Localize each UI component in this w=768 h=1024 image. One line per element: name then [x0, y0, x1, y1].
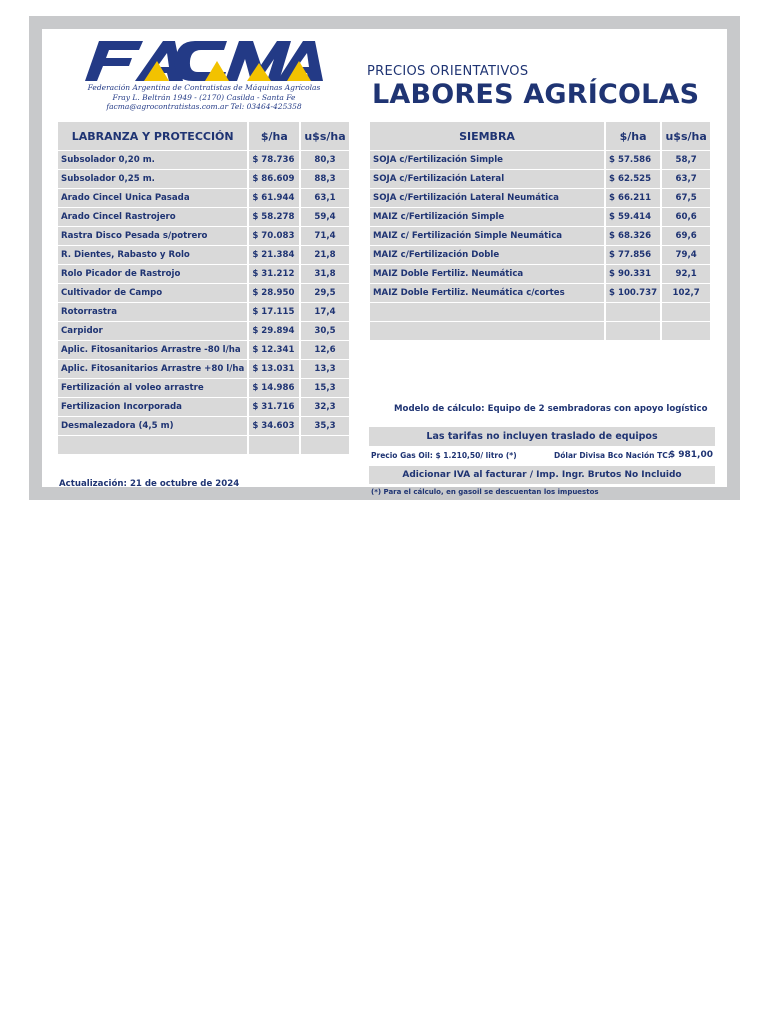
price-usd: 15,3: [301, 379, 348, 397]
labor-name: MAIZ c/Fertilización Doble: [370, 246, 604, 264]
table-row: [58, 208, 349, 226]
labor-name: Carpidor: [58, 322, 247, 340]
price-ars: $ 57.586: [606, 151, 660, 169]
price-usd: 69,6: [662, 227, 710, 245]
price-usd: 59,4: [301, 208, 348, 226]
table-row: [58, 284, 349, 302]
table-row: [58, 265, 349, 283]
price-usd: 63,1: [301, 189, 348, 207]
labor-name: SOJA c/Fertilización Lateral Neumática: [370, 189, 604, 207]
price-ars: $ 62.525: [606, 170, 660, 188]
page-subtitle: PRECIOS ORIENTATIVOS: [367, 64, 529, 79]
price-ars: $ 100.737: [606, 284, 660, 302]
labor-name: Rastra Disco Pesada s/potrero: [58, 227, 247, 245]
price-usd: 13,3: [301, 360, 348, 378]
price-ars: $ 28.950: [249, 284, 299, 302]
table-row: [58, 189, 349, 207]
price-ars: $ 29.894: [249, 322, 299, 340]
table-row: [58, 246, 349, 264]
labor-name: Aplic. Fitosanitarios Arrastre +80 l/ha: [58, 360, 247, 378]
price-usd: 31,8: [301, 265, 348, 283]
price-usd: 60,6: [662, 208, 710, 226]
price-ars: $ 90.331: [606, 265, 660, 283]
table-row: [58, 417, 349, 435]
table-row: [370, 189, 710, 207]
labor-name: [370, 322, 604, 340]
labor-name: Desmalezadora (4,5 m): [58, 417, 247, 435]
siembra-rows: [370, 151, 710, 340]
column-header: $/ha: [249, 122, 299, 150]
gasoil-dolar-line: [371, 449, 715, 464]
column-header: $/ha: [606, 122, 660, 150]
table-row: [370, 246, 710, 264]
dolar-label: Dólar Divisa Bco Nación TC:: [554, 451, 671, 460]
labor-name: SOJA c/Fertilización Lateral: [370, 170, 604, 188]
price-ars: $ 66.211: [606, 189, 660, 207]
table-row: [58, 398, 349, 416]
labor-name: MAIZ c/Fertilización Simple: [370, 208, 604, 226]
price-ars: $ 31.716: [249, 398, 299, 416]
federation-name: Federación Argentina de Contratistas de Máquinas Agrícolas: [87, 83, 321, 92]
price-usd: [662, 322, 710, 340]
price-usd: 30,5: [301, 322, 348, 340]
labor-name: Rolo Picador de Rastrojo: [58, 265, 247, 283]
table-row: [58, 170, 349, 188]
price-usd: 63,7: [662, 170, 710, 188]
table-row: [58, 360, 349, 378]
labor-name: MAIZ Doble Fertiliz. Neumática: [370, 265, 604, 283]
column-header: SIEMBRA: [370, 122, 604, 150]
tarifas-notice: Las tarifas no incluyen traslado de equipos: [369, 427, 715, 446]
column-header: LABRANZA Y PROTECCIÓN: [58, 122, 247, 150]
price-ars: $ 12.341: [249, 341, 299, 359]
labranza-table: [56, 121, 351, 455]
labor-name: Fertilizacion Incorporada: [58, 398, 247, 416]
price-ars: $ 59.414: [606, 208, 660, 226]
table-header-row: [58, 122, 349, 150]
labor-name: [58, 436, 247, 454]
table-row: [370, 151, 710, 169]
table-row: [58, 379, 349, 397]
labor-name: SOJA c/Fertilización Simple: [370, 151, 604, 169]
siembra-table: [368, 121, 712, 341]
table-row: [370, 208, 710, 226]
price-ars: $ 77.856: [606, 246, 660, 264]
price-sheet: [42, 29, 727, 496]
table-row: [58, 303, 349, 321]
price-ars: $ 17.115: [249, 303, 299, 321]
price-usd: 32,3: [301, 398, 348, 416]
labor-name: Cultivador de Campo: [58, 284, 247, 302]
labor-name: Fertilización al voleo arrastre: [58, 379, 247, 397]
labor-name: MAIZ Doble Fertiliz. Neumática c/cortes: [370, 284, 604, 302]
table-row: [58, 227, 349, 245]
price-usd: [662, 303, 710, 321]
page-title: LABORES AGRÍCOLAS: [372, 79, 700, 110]
federation-info: [84, 83, 324, 112]
iva-notice: Adicionar IVA al facturar / Imp. Ingr. Brutos No Incluido: [369, 466, 715, 484]
labor-name: Arado Cincel Unica Pasada: [58, 189, 247, 207]
labor-name: Rotorrastra: [58, 303, 247, 321]
price-usd: 17,4: [301, 303, 348, 321]
table-row: [370, 227, 710, 245]
table-row: [58, 341, 349, 359]
price-ars: [249, 436, 299, 454]
labor-name: Subsolador 0,25 m.: [58, 170, 247, 188]
price-ars: $ 34.603: [249, 417, 299, 435]
column-header: u$s/ha: [662, 122, 710, 150]
price-ars: $ 58.278: [249, 208, 299, 226]
price-usd: 58,7: [662, 151, 710, 169]
price-ars: $ 68.326: [606, 227, 660, 245]
price-usd: 21,8: [301, 246, 348, 264]
labor-name: R. Dientes, Rabasto y Rolo: [58, 246, 247, 264]
price-usd: 67,5: [662, 189, 710, 207]
labor-name: Aplic. Fitosanitarios Arrastre -80 l/ha: [58, 341, 247, 359]
price-usd: 92,1: [662, 265, 710, 283]
page-frame: [29, 16, 740, 500]
price-usd: 35,3: [301, 417, 348, 435]
federation-address: Fray L. Beltrán 1949 - (2170) Casilda - Santa Fe: [112, 92, 296, 102]
price-ars: $ 21.384: [249, 246, 299, 264]
price-usd: 71,4: [301, 227, 348, 245]
calculation-model: Modelo de cálculo: Equipo de 2 sembradoras con apoyo logístico: [394, 404, 708, 414]
table-row: [370, 303, 710, 321]
table-header-row: [370, 122, 710, 150]
labor-name: [370, 303, 604, 321]
dolar-value: $ 981,00: [668, 450, 713, 460]
price-ars: [606, 322, 660, 340]
price-ars: [606, 303, 660, 321]
price-ars: $ 70.083: [249, 227, 299, 245]
price-usd: 102,7: [662, 284, 710, 302]
labor-name: MAIZ c/ Fertilización Simple Neumática: [370, 227, 604, 245]
price-ars: $ 14.986: [249, 379, 299, 397]
footnote: (*) Para el cálculo, en gasoil se descuentan los impuestos: [371, 488, 599, 496]
price-ars: $ 78.736: [249, 151, 299, 169]
facma-logo-mark: [77, 39, 327, 84]
price-usd: 29,5: [301, 284, 348, 302]
price-usd: 80,3: [301, 151, 348, 169]
federation-contact: facma@agrocontratistas.com.ar Tel: 03464-425358: [106, 102, 302, 111]
table-row: [370, 284, 710, 302]
column-header: u$s/ha: [301, 122, 348, 150]
update-date: Actualización: 21 de octubre de 2024: [59, 479, 240, 489]
table-row: [370, 322, 710, 340]
table-row: [370, 265, 710, 283]
price-ars: $ 86.609: [249, 170, 299, 188]
table-row: [370, 170, 710, 188]
labranza-rows: [58, 151, 349, 454]
price-usd: 88,3: [301, 170, 348, 188]
price-usd: 12,6: [301, 341, 348, 359]
price-ars: $ 61.944: [249, 189, 299, 207]
table-row: [58, 436, 349, 454]
labor-name: Arado Cincel Rastrojero: [58, 208, 247, 226]
price-ars: $ 13.031: [249, 360, 299, 378]
price-usd: [301, 436, 348, 454]
table-row: [58, 151, 349, 169]
labor-name: Subsolador 0,20 m.: [58, 151, 247, 169]
gasoil-price: Precio Gas Oil: $ 1.210,50/ litro (*): [371, 451, 517, 460]
table-row: [58, 322, 349, 340]
price-ars: $ 31.212: [249, 265, 299, 283]
price-usd: 79,4: [662, 246, 710, 264]
